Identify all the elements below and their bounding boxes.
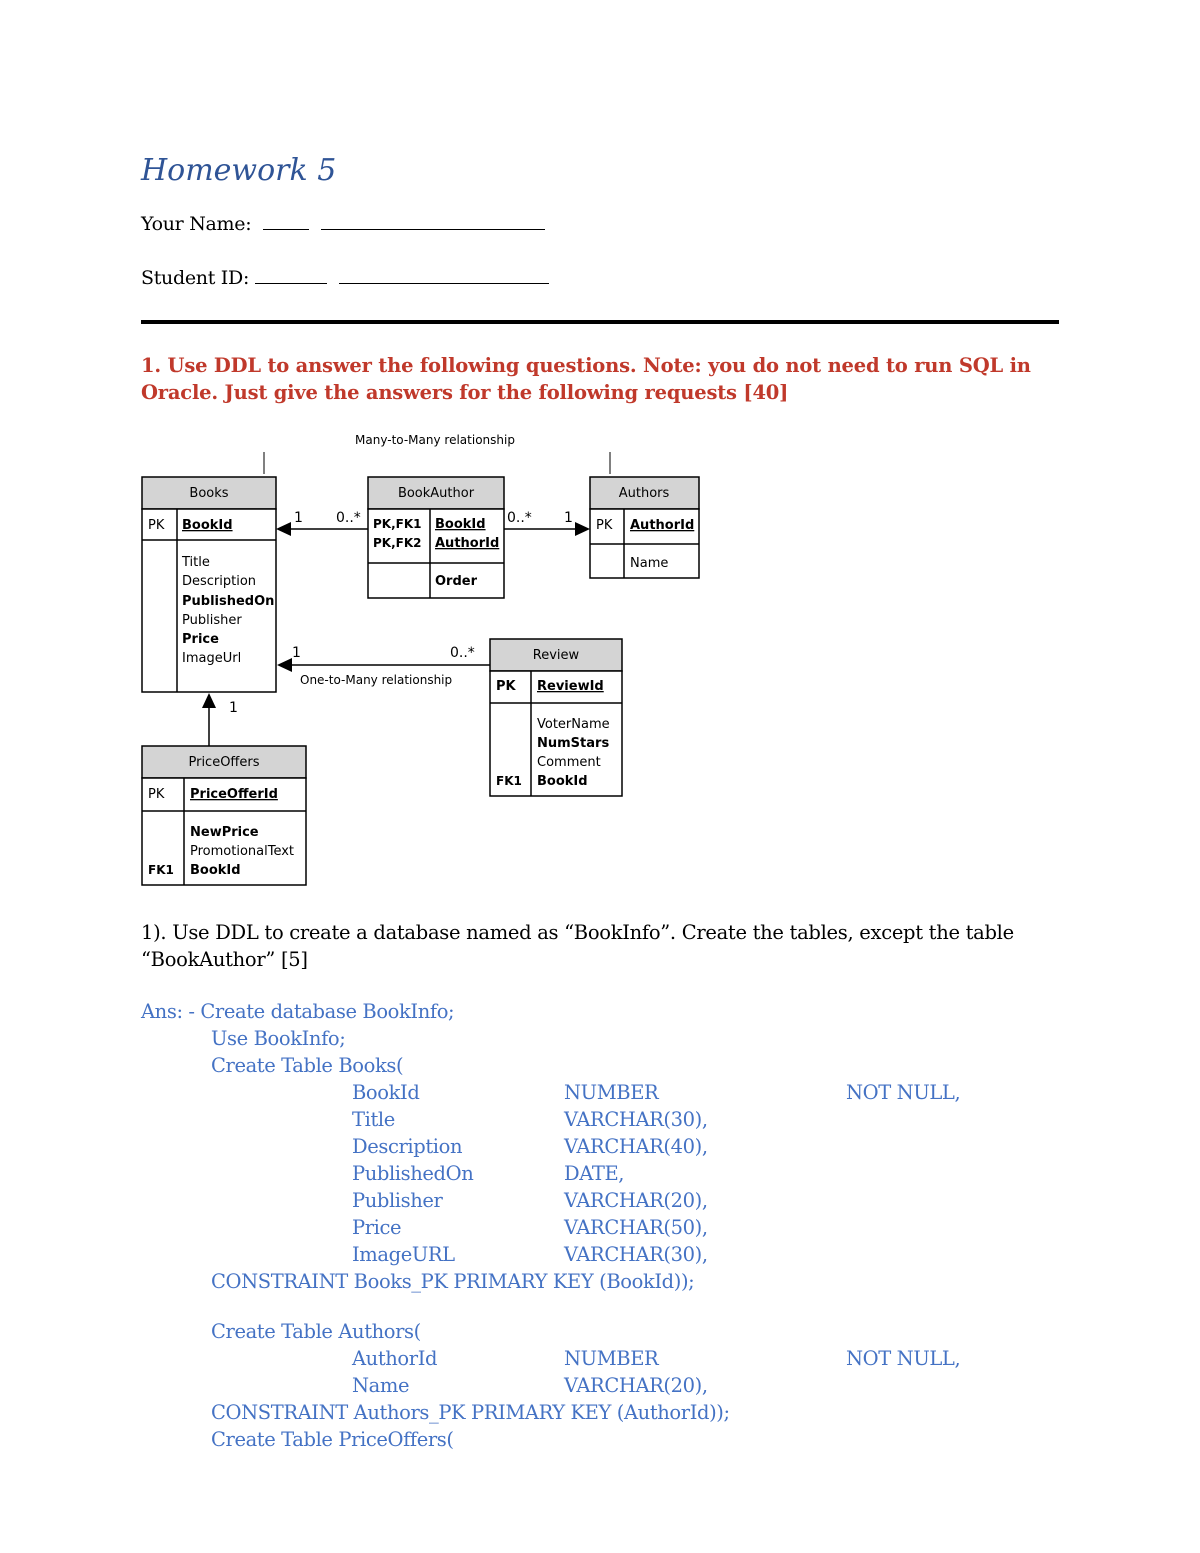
col-extra: NOT NULL, — [846, 1081, 961, 1104]
priceoffers-table — [142, 746, 306, 885]
your-name-field — [141, 213, 545, 235]
answer-authors-constraint: CONSTRAINT Authors_PK PRIMARY KEY (AuthorId)); — [211, 1401, 730, 1424]
priceoffers-field-promotionaltext: PromotionalText — [190, 844, 295, 859]
col-type: NUMBER — [564, 1081, 659, 1104]
student-id-field — [141, 267, 549, 289]
col-name: AuthorId — [352, 1347, 438, 1370]
name-blank-1 — [263, 215, 309, 230]
review-pk-label: PK — [496, 679, 516, 694]
col-type: VARCHAR(30), — [564, 1108, 708, 1131]
answer-create-priceoffers: Create Table PriceOffers( — [211, 1428, 454, 1451]
col-extra: NOT NULL, — [846, 1347, 961, 1370]
books-field-imageurl: ImageUrl — [182, 651, 242, 666]
col-name: Title — [352, 1108, 395, 1131]
authors-pk-field: AuthorId — [630, 518, 695, 533]
question-1: 1. Use DDL to answer the following questions. Note: you do not need to run SQL in Oracle. Just give the answers for the following requests [40] — [141, 354, 1031, 404]
col-type: VARCHAR(20), — [564, 1189, 708, 1212]
col-name: ImageURL — [352, 1243, 455, 1266]
student-id-label: Student ID: — [141, 267, 250, 289]
name-blank-2 — [321, 215, 545, 230]
relationship-bookauthor-authors — [504, 510, 590, 536]
col-type: VARCHAR(50), — [564, 1216, 708, 1239]
answer-create-books: Create Table Books( — [211, 1054, 404, 1077]
col-type: DATE, — [564, 1162, 625, 1185]
mult-review-many: 0..* — [450, 645, 475, 661]
books-field-publisher: Publisher — [182, 613, 242, 628]
col-name: Price — [352, 1216, 402, 1239]
review-table-name: Review — [532, 648, 580, 663]
mult-bookauthor-many-right: 0..* — [507, 510, 532, 526]
priceoffers-field-bookid: BookId — [190, 863, 241, 878]
col-name: Publisher — [352, 1189, 443, 1212]
mult-books-one-priceoffers: 1 — [229, 700, 238, 716]
books-pk-field: BookId — [182, 518, 233, 533]
review-field-votername: VoterName — [537, 717, 610, 732]
books-field-title: Title — [182, 555, 210, 570]
question-1-1: 1). Use DDL to create a database named as “BookInfo”. Create the tables, except the table “BookAuthor” [5] — [141, 921, 1014, 971]
priceoffers-field-newprice: NewPrice — [190, 825, 259, 840]
bookauthor-field-bookid: BookId — [435, 517, 486, 532]
books-table-name: Books — [189, 486, 229, 501]
authors-field-name: Name — [630, 556, 669, 571]
mult-authors-one: 1 — [564, 510, 573, 526]
authors-table — [590, 477, 699, 578]
books-table — [142, 477, 276, 692]
bookauthor-key2: PK,FK2 — [373, 536, 422, 550]
your-name-label: Your Name: — [141, 213, 252, 235]
priceoffers-fk-label: FK1 — [148, 863, 174, 877]
many-to-many-label: Many-to-Many relationship — [355, 433, 515, 447]
relationship-priceoffers-books — [202, 693, 238, 746]
priceoffers-pk-label: PK — [148, 787, 165, 802]
id-blank-1 — [255, 269, 327, 284]
bookauthor-table — [368, 477, 504, 598]
relationship-review-books — [277, 645, 490, 687]
answer-books-constraint: CONSTRAINT Books_PK PRIMARY KEY (BookId)); — [211, 1270, 695, 1293]
mult-bookauthor-many-left: 0..* — [336, 510, 361, 526]
books-pk-label: PK — [148, 518, 165, 533]
review-field-numstars: NumStars — [537, 736, 610, 751]
authors-pk-label: PK — [596, 518, 613, 533]
priceoffers-pk-field: PriceOfferId — [190, 787, 278, 802]
relationship-bookauthor-books — [276, 510, 368, 536]
bookauthor-field-authorid: AuthorId — [435, 536, 500, 551]
review-fk-label: FK1 — [496, 774, 522, 788]
answer-prefix: Ans: - Create database BookInfo; — [141, 1000, 455, 1023]
bookauthor-field-order: Order — [435, 574, 477, 589]
col-name: Name — [352, 1374, 410, 1397]
books-field-price: Price — [182, 632, 219, 647]
col-type: NUMBER — [564, 1347, 659, 1370]
bookauthor-key1: PK,FK1 — [373, 517, 422, 531]
priceoffers-table-name: PriceOffers — [188, 755, 260, 770]
id-blank-2 — [339, 269, 549, 284]
col-type: VARCHAR(40), — [564, 1135, 708, 1158]
page-title: Homework 5 — [141, 153, 337, 188]
col-name: Description — [352, 1135, 463, 1158]
review-pk-field: ReviewId — [537, 679, 604, 694]
mult-books-one: 1 — [294, 510, 303, 526]
review-field-comment: Comment — [537, 755, 601, 770]
col-type: VARCHAR(30), — [564, 1243, 708, 1266]
books-field-description: Description — [182, 574, 257, 589]
review-field-bookid: BookId — [537, 774, 588, 789]
answer-create-authors: Create Table Authors( — [211, 1320, 421, 1343]
mult-books-one-review: 1 — [292, 645, 301, 661]
books-field-publishedon: PublishedOn — [182, 594, 275, 609]
col-name: BookId — [352, 1081, 420, 1104]
one-to-many-label: One-to-Many relationship — [300, 673, 453, 687]
er-diagram — [0, 420, 1200, 900]
answer-use: Use BookInfo; — [211, 1027, 346, 1050]
authors-table-name: Authors — [618, 486, 670, 501]
horizontal-rule — [141, 320, 1059, 324]
col-type: VARCHAR(20), — [564, 1374, 708, 1397]
col-name: PublishedOn — [352, 1162, 474, 1185]
bookauthor-table-name: BookAuthor — [397, 486, 475, 501]
review-table — [490, 639, 622, 796]
